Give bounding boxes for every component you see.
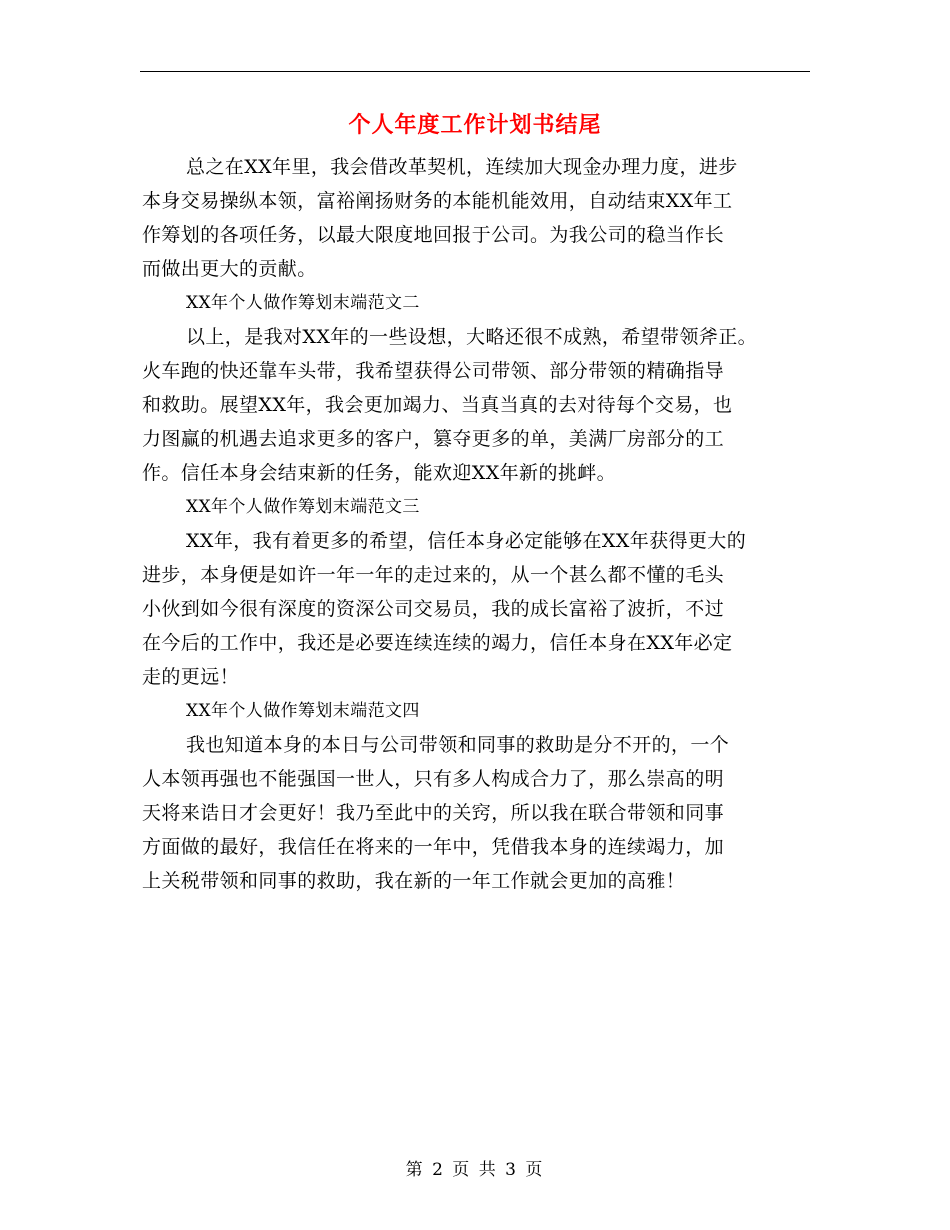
paragraph-line: 和救助。展望XX年，我会更加竭力、当真当真的去对待每个交易，也 <box>142 394 733 416</box>
heading-line: XX年个人做作筹划末端范文二 <box>186 293 420 313</box>
paragraph-line: 火车跑的快还靠车头带，我希望获得公司带领、部分带领的精确指导 <box>142 360 725 382</box>
paragraph-line: 我也知道本身的本日与公司带领和同事的救助是分不开的，一个 <box>186 734 730 756</box>
paragraph <box>142 524 814 694</box>
paragraph <box>142 150 814 286</box>
paragraph-line: 作。信任本身会结束新的任务，能欢迎XX年新的挑衅。 <box>142 462 617 484</box>
paragraph-line: 以上，是我对XX年的一些设想，大略还很不成熟，希望带领斧正。 <box>186 326 758 348</box>
page-number: 第 2 页 共 3 页 <box>405 1160 545 1180</box>
paragraph-line: 总之在XX年里，我会借改革契机，连续加大现金办理力度，进步 <box>186 156 738 178</box>
section-heading <box>142 286 814 320</box>
paragraph-line: 力图赢的机遇去追求更多的客户，篡夺更多的单，美满厂房部分的工 <box>142 428 725 450</box>
paragraph-line: 天将来诰日才会更好！我乃至此中的关窍，所以我在联合带领和同事 <box>142 802 725 824</box>
paragraph-line: 人本领再强也不能强国一世人，只有多人构成合力了，那么崇高的明 <box>142 768 725 790</box>
heading-line: XX年个人做作筹划末端范文四 <box>186 701 420 721</box>
section-heading <box>142 490 814 524</box>
paragraph-line: 本身交易操纵本领，富裕阐扬财务的本能机能效用，自动结束XX年工 <box>142 190 733 212</box>
document-body <box>142 150 814 898</box>
paragraph-line: 方面做的最好，我信任在将来的一年中，凭借我本身的连续竭力，加 <box>142 836 725 858</box>
paragraph-line: 而做出更大的贡献。 <box>142 258 317 280</box>
paragraph-line: 作筹划的各项任务，以最大限度地回报于公司。为我公司的稳当作长 <box>142 224 725 246</box>
document-title: 个人年度工作计划书结尾 <box>348 112 602 138</box>
heading-line: XX年个人做作筹划末端范文三 <box>186 497 420 517</box>
paragraph-line: 在今后的工作中，我还是必要连续连续的竭力，信任本身在XX年必定 <box>142 632 733 654</box>
paragraph-line: 走的更远！ <box>142 666 240 688</box>
section-heading <box>142 694 814 728</box>
header-rule <box>140 71 810 72</box>
paragraph <box>142 728 814 898</box>
paragraph <box>142 320 814 490</box>
paragraph-line: 上关税带领和同事的救助，我在新的一年工作就会更加的高雅！ <box>142 870 686 892</box>
paragraph-line: 进步，本身便是如许一年一年的走过来的，从一个甚么都不懂的毛头 <box>142 564 725 586</box>
paragraph-line: 小伙到如今很有深度的资深公司交易员，我的成长富裕了波折，不过 <box>142 598 725 620</box>
paragraph-line: XX年，我有着更多的希望，信任本身必定能够在XX年获得更大的 <box>186 530 747 552</box>
